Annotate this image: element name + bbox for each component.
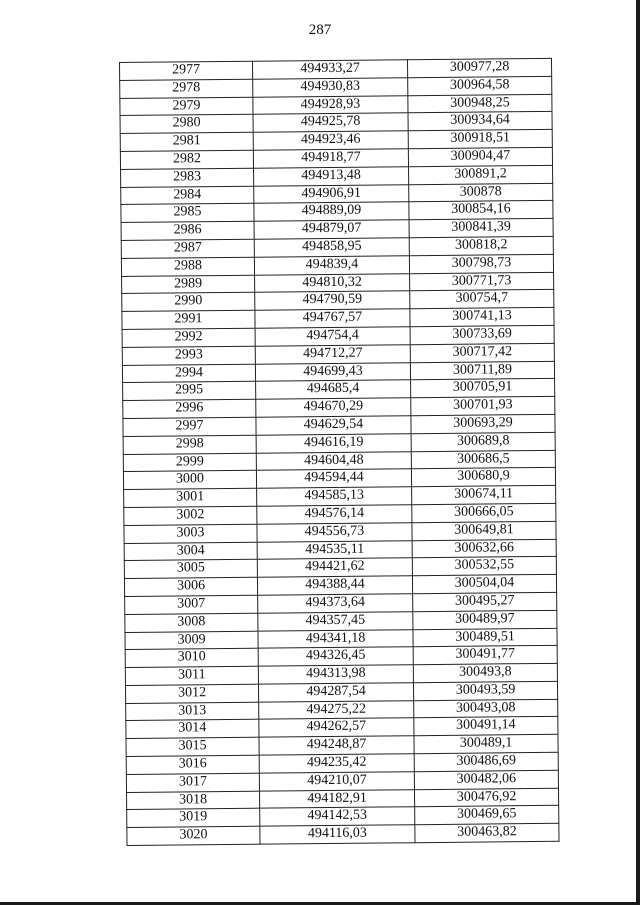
point-number-cell: 2991 [122, 310, 255, 329]
x-coordinate-cell: 494116,03 [260, 825, 415, 844]
y-coordinate-cell: 300504,04 [412, 574, 556, 593]
x-coordinate-cell: 494699,43 [255, 362, 410, 381]
x-coordinate-cell: 494556,73 [257, 522, 412, 541]
point-number-cell: 2983 [121, 168, 254, 187]
point-number-cell: 3006 [124, 577, 257, 596]
y-coordinate-cell: 300632,66 [412, 539, 556, 558]
x-coordinate-cell: 494685,4 [256, 380, 411, 399]
y-coordinate-cell: 300705,91 [411, 379, 555, 398]
y-coordinate-cell: 300717,42 [410, 343, 554, 362]
x-coordinate-cell: 494616,19 [256, 433, 411, 452]
point-number-cell: 2988 [121, 257, 254, 276]
y-coordinate-cell: 300532,55 [412, 557, 556, 576]
y-coordinate-cell: 300686,5 [411, 450, 555, 469]
x-coordinate-cell: 494326,45 [258, 647, 413, 666]
x-coordinate-cell: 494923,46 [253, 131, 408, 150]
x-coordinate-cell: 494889,09 [254, 202, 409, 221]
point-number-cell: 3004 [124, 542, 257, 561]
point-number-cell: 2980 [120, 115, 253, 134]
x-coordinate-cell: 494754,4 [255, 327, 410, 346]
x-coordinate-cell: 494275,22 [259, 700, 414, 719]
x-coordinate-cell: 494670,29 [256, 398, 411, 417]
point-number-cell: 2977 [120, 61, 253, 80]
x-coordinate-cell: 494810,32 [255, 273, 410, 292]
x-coordinate-cell: 494248,87 [259, 736, 414, 755]
table-row [127, 824, 559, 846]
x-coordinate-cell: 494858,95 [254, 238, 409, 257]
page-number: 287 [308, 22, 332, 38]
x-coordinate-cell: 494576,14 [257, 505, 412, 524]
y-coordinate-cell: 300771,73 [410, 272, 554, 291]
point-number-cell: 3020 [127, 826, 260, 845]
point-number-cell: 2989 [122, 275, 255, 294]
point-number-cell: 3016 [126, 755, 259, 774]
x-coordinate-cell: 494182,91 [260, 789, 415, 808]
y-coordinate-cell: 300649,81 [412, 521, 556, 540]
y-coordinate-cell: 300491,14 [414, 717, 558, 736]
y-coordinate-cell: 300854,16 [409, 201, 553, 220]
y-coordinate-cell: 300818,2 [409, 236, 553, 255]
y-coordinate-cell: 300964,58 [408, 76, 552, 95]
coordinates-table [119, 58, 560, 846]
y-coordinate-cell: 300798,73 [409, 254, 553, 273]
y-coordinate-cell: 300469,65 [415, 806, 559, 825]
x-coordinate-cell: 494925,78 [253, 113, 408, 132]
point-number-cell: 3003 [124, 524, 257, 543]
point-number-cell: 2986 [121, 221, 254, 240]
x-coordinate-cell: 494879,07 [254, 220, 409, 239]
point-number-cell: 3012 [125, 684, 258, 703]
x-coordinate-cell: 494262,57 [259, 718, 414, 737]
x-coordinate-cell: 494629,54 [256, 416, 411, 435]
point-number-cell: 2982 [120, 150, 253, 169]
point-number-cell: 2992 [122, 328, 255, 347]
x-coordinate-cell: 494839,4 [254, 255, 409, 274]
y-coordinate-cell: 300489,51 [413, 628, 557, 647]
y-coordinate-cell: 300733,69 [410, 325, 554, 344]
point-number-cell: 2985 [121, 204, 254, 223]
point-number-cell: 3000 [123, 471, 256, 490]
x-coordinate-cell: 494210,07 [259, 772, 414, 791]
point-number-cell: 2979 [120, 97, 253, 116]
point-number-cell: 3007 [125, 595, 258, 614]
y-coordinate-cell: 300701,93 [411, 396, 555, 415]
y-coordinate-cell: 300741,13 [410, 307, 554, 326]
point-number-cell: 2981 [120, 132, 253, 151]
x-coordinate-cell: 494906,91 [254, 184, 409, 203]
y-coordinate-cell: 300904,47 [408, 147, 552, 166]
x-coordinate-cell: 494933,27 [252, 60, 407, 79]
point-number-cell: 3005 [124, 560, 257, 579]
point-number-cell: 2996 [123, 399, 256, 418]
y-coordinate-cell: 300486,69 [414, 752, 558, 771]
x-coordinate-cell: 494373,64 [258, 594, 413, 613]
y-coordinate-cell: 300693,29 [411, 414, 555, 433]
point-number-cell: 3017 [126, 773, 259, 792]
y-coordinate-cell: 300493,08 [414, 699, 558, 718]
x-coordinate-cell: 494918,77 [253, 149, 408, 168]
x-coordinate-cell: 494604,48 [256, 451, 411, 470]
x-coordinate-cell: 494790,59 [255, 291, 410, 310]
point-number-cell: 3001 [124, 488, 257, 507]
x-coordinate-cell: 494357,45 [258, 611, 413, 630]
y-coordinate-cell: 300495,27 [413, 592, 557, 611]
x-coordinate-cell: 494313,98 [258, 665, 413, 684]
point-number-cell: 3011 [125, 666, 258, 685]
y-coordinate-cell: 300918,51 [408, 130, 552, 149]
x-coordinate-cell: 494341,18 [258, 629, 413, 648]
x-coordinate-cell: 494585,13 [257, 487, 412, 506]
x-coordinate-cell: 494142,53 [260, 807, 415, 826]
y-coordinate-cell: 300666,05 [412, 503, 556, 522]
y-coordinate-cell: 300674,11 [412, 485, 556, 504]
point-number-cell: 2995 [123, 382, 256, 401]
y-coordinate-cell: 300948,25 [408, 94, 552, 113]
point-number-cell: 3009 [125, 631, 258, 650]
x-coordinate-cell: 494913,48 [254, 167, 409, 186]
y-coordinate-cell: 300489,1 [414, 735, 558, 754]
point-number-cell: 2987 [121, 239, 254, 258]
y-coordinate-cell: 300711,89 [410, 361, 554, 380]
point-number-cell: 3013 [126, 702, 259, 721]
y-coordinate-cell: 300482,06 [414, 770, 558, 789]
x-coordinate-cell: 494235,42 [259, 754, 414, 773]
x-coordinate-cell: 494287,54 [258, 683, 413, 702]
point-number-cell: 2999 [123, 453, 256, 472]
y-coordinate-cell: 300463,82 [415, 824, 559, 843]
x-coordinate-cell: 494594,44 [256, 469, 411, 488]
point-number-cell: 2978 [120, 79, 253, 98]
y-coordinate-cell: 300489,97 [413, 610, 557, 629]
y-coordinate-cell: 300891,2 [409, 165, 553, 184]
y-coordinate-cell: 300493,59 [413, 681, 557, 700]
point-number-cell: 2984 [121, 186, 254, 205]
x-coordinate-cell: 494712,27 [255, 344, 410, 363]
x-coordinate-cell: 494535,11 [257, 540, 412, 559]
coordinates-table-body [120, 58, 559, 845]
x-coordinate-cell: 494930,83 [253, 78, 408, 97]
y-coordinate-cell: 300689,8 [411, 432, 555, 451]
point-number-cell: 2993 [122, 346, 255, 365]
y-coordinate-cell: 300493,8 [413, 663, 557, 682]
point-number-cell: 3018 [127, 791, 260, 810]
x-coordinate-cell: 494421,62 [257, 558, 412, 577]
y-coordinate-cell: 300977,28 [407, 58, 551, 77]
point-number-cell: 3019 [127, 809, 260, 828]
point-number-cell: 3010 [125, 648, 258, 667]
y-coordinate-cell: 300754,7 [410, 290, 554, 309]
y-coordinate-cell: 300476,92 [414, 788, 558, 807]
x-coordinate-cell: 494767,57 [255, 309, 410, 328]
y-coordinate-cell: 300680,9 [411, 468, 555, 487]
point-number-cell: 3002 [124, 506, 257, 525]
y-coordinate-cell: 300934,64 [408, 112, 552, 131]
point-number-cell: 3015 [126, 737, 259, 756]
point-number-cell: 2994 [122, 364, 255, 383]
point-number-cell: 2998 [123, 435, 256, 454]
x-coordinate-cell: 494388,44 [257, 576, 412, 595]
point-number-cell: 2990 [122, 293, 255, 312]
y-coordinate-cell: 300491,77 [413, 646, 557, 665]
point-number-cell: 3008 [125, 613, 258, 632]
y-coordinate-cell: 300841,39 [409, 219, 553, 238]
point-number-cell: 2997 [123, 417, 256, 436]
y-coordinate-cell: 300878 [409, 183, 553, 202]
point-number-cell: 3014 [126, 720, 259, 739]
page-edge-shadow-right [636, 0, 640, 905]
x-coordinate-cell: 494928,93 [253, 95, 408, 114]
